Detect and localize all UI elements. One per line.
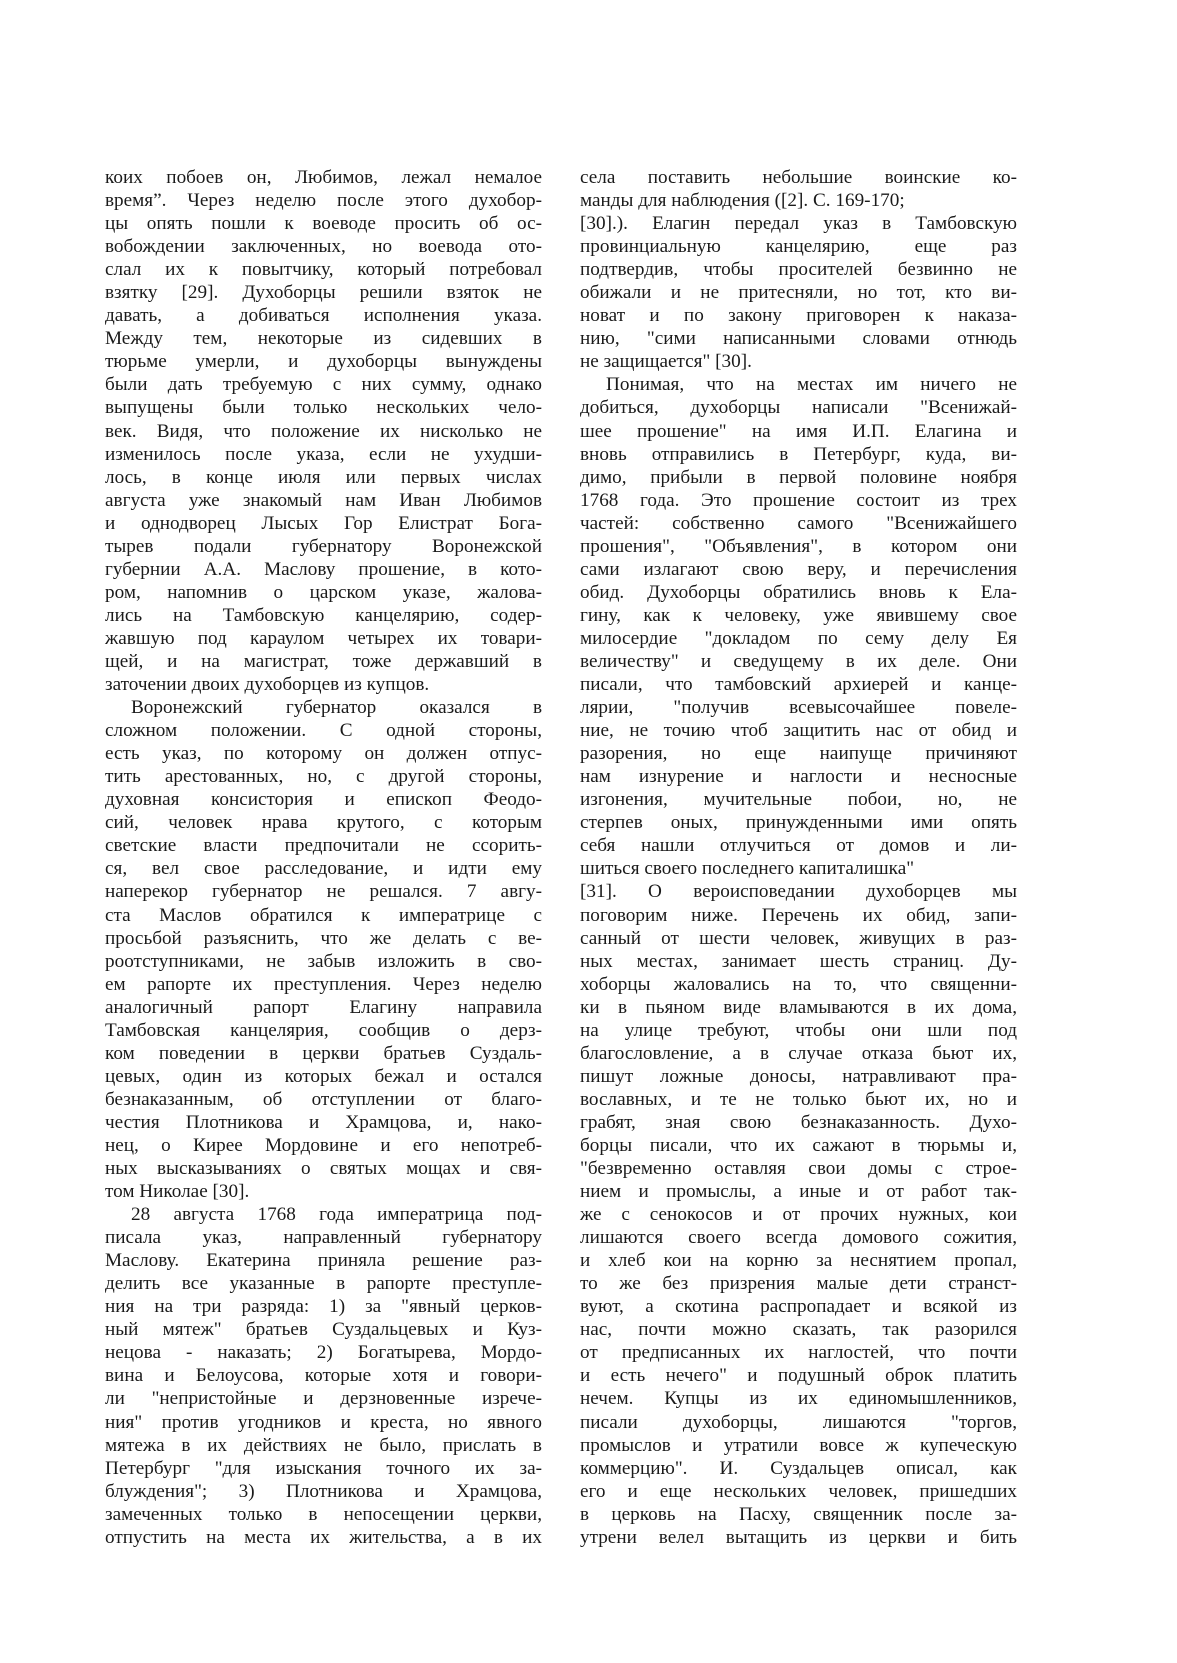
text-line: том Николае [30]. xyxy=(105,1181,250,1203)
text-line: ние, не точию чтоб защитить нас от обид и xyxy=(580,720,1017,742)
text-line: нецова - наказать; 2) Богатырева, Мордо- xyxy=(105,1342,542,1364)
text-line: милосердие "докладом по сему делу Ея xyxy=(580,627,1017,649)
text-line: добиться, духоборцы написали "Всенижай- xyxy=(580,397,1017,419)
text-line: [31]. О вероисповедании духоборцев мы xyxy=(580,881,1017,903)
text-line: писала указ, направленный губернатору xyxy=(105,1227,542,1249)
text-line: щей, и на магистрат, тоже державший в xyxy=(105,650,542,672)
text-line: пишут ложные доносы, натравливают пра- xyxy=(580,1065,1017,1087)
text-line: частей: собственно самого "Всенижайшего xyxy=(580,512,1017,534)
text-line: 1768 года. Это прошение состоит из трех xyxy=(580,489,1017,511)
text-line: промыслов и утратили вовсе ж купеческую xyxy=(580,1434,1017,1456)
text-line: нием и промыслы, а иные и от работ так- xyxy=(580,1181,1017,1203)
text-line: сложном положении. С одной стороны, xyxy=(105,720,542,742)
text-line: подтвердив, чтобы просителей безвинно не xyxy=(580,259,1017,281)
text-line: заточении двоих духоборцев из купцов. xyxy=(105,674,430,696)
text-line: ния на три разряда: 1) за "явный церков- xyxy=(105,1296,542,1318)
text-line: на улице требуют, чтобы они шли под xyxy=(580,1019,1017,1041)
text-line: благословление, а в случае отказа бьют их, xyxy=(580,1042,1017,1064)
text-line: и однодворец Лысых Гор Елистрат Бога- xyxy=(105,512,542,534)
text-line: провинциальную канцелярию, еще раз xyxy=(580,236,1017,258)
text-line: грабят, зная свою безнаказанность. Духо- xyxy=(580,1111,1017,1133)
text-line: губернии А.А. Маслову прошение, в кото- xyxy=(105,558,542,580)
text-line: ных местах, занимает шесть страниц. Ду- xyxy=(580,950,1017,972)
text-line: век. Видя, что положение их нисколько не xyxy=(105,420,542,442)
text-line: борцы писали, что их сажают в тюрьмы и, xyxy=(580,1134,1017,1156)
text-line: вновь отправились в Петербург, куда, ви- xyxy=(580,443,1017,465)
text-line: в церковь на Пасху, священник после за- xyxy=(580,1503,1017,1525)
text-line: ки в пьяном виде вламываются в их дома, xyxy=(580,996,1017,1018)
text-line: давать, а добиваться исполнения указа. xyxy=(105,305,542,327)
text-line: себя нашли отлучиться от домов и ли- xyxy=(580,835,1017,857)
text-line: лись на Тамбовскую канцелярию, содер- xyxy=(105,604,542,626)
text-line: замеченных только в непосещении церкви, xyxy=(105,1503,542,1525)
text-column-right xyxy=(580,166,1017,1549)
text-line: то же без призрения малые дети странст- xyxy=(580,1273,1017,1295)
text-line: Петербург "для изыскания точного их за- xyxy=(105,1457,542,1479)
text-line: светские власти предпочитали не ссорить- xyxy=(105,835,542,857)
text-line: поговорим ниже. Перечень их обид, запи- xyxy=(580,904,1017,926)
text-line: нечем. Купцы из их единомышленников, xyxy=(580,1388,1017,1410)
text-line: время”. Через неделю после этого духобор- xyxy=(105,190,542,212)
text-line: наперекор губернатор не решался. 7 авгу- xyxy=(105,881,542,903)
text-line: Воронежский губернатор оказался в xyxy=(131,697,542,719)
text-line: 28 августа 1768 года императрица под- xyxy=(131,1204,542,1226)
text-line: величеству" и сведущему в их деле. Они xyxy=(580,650,1017,672)
text-line: изменилось после указа, если не ухудши- xyxy=(105,443,542,465)
text-line: писали духоборцы, лишаются "торгов, xyxy=(580,1411,1017,1433)
text-line: Между тем, некоторые из сидевших в xyxy=(105,328,542,350)
text-line: лишаются своего всегда домового сожития, xyxy=(580,1227,1017,1249)
text-line: мятежа в их действиях не было, прислать в xyxy=(105,1434,542,1456)
text-line: села поставить небольшие воинские ко- xyxy=(580,167,1017,188)
text-line: коммерцию". И. Суздальцев описал, как xyxy=(580,1457,1017,1479)
text-line: ный мятеж" братьев Суздальцевых и Куз- xyxy=(105,1319,542,1341)
text-line: его и еще нескольких человек, пришедших xyxy=(580,1480,1017,1502)
text-line: блуждения"; 3) Плотникова и Храмцова, xyxy=(105,1480,542,1502)
text-line: разорения, но еще наипуще причиняют xyxy=(580,743,1017,765)
text-line: вобождении заключенных, но воевода ото- xyxy=(105,236,542,258)
text-line: новат и по закону приговорен к наказа- xyxy=(580,305,1017,327)
text-line: [30].). Елагин передал указ в Тамбовскую xyxy=(580,213,1017,235)
text-line: цы опять пошли к воеводе просить об ос- xyxy=(105,213,542,235)
text-line: гину, как к человеку, уже явившему свое xyxy=(580,604,1017,626)
text-line: хоборцы жаловались на то, что священни- xyxy=(580,973,1017,995)
text-line: тырев подали губернатору Воронежской xyxy=(105,535,542,557)
text-line: прошения", "Объявления", в котором они xyxy=(580,535,1017,557)
text-line: выпущены были только нескольких чело- xyxy=(105,397,542,419)
text-line: слал их к повытчику, который потребовал xyxy=(105,259,542,281)
text-line: и хлеб кои на корню за неснятием пропал, xyxy=(580,1250,1017,1272)
text-line: писали, что тамбовский архиерей и канце- xyxy=(580,674,1017,696)
text-line: "безвременно оставляя свои домы с строе- xyxy=(580,1158,1017,1180)
text-line: ем рапорте их преступления. Через неделю xyxy=(105,973,542,995)
text-line: тить арестованных, но, с другой стороны, xyxy=(105,766,542,788)
text-line: тюрьме умерли, и духоборцы вынуждены xyxy=(105,351,542,373)
text-line: аналогичный рапорт Елагину направила xyxy=(105,996,542,1018)
text-line: были дать требуемую с них сумму, однако xyxy=(105,374,542,396)
text-line: ком поведении в церкви братьев Суздаль- xyxy=(105,1042,542,1064)
text-line: и есть нечего" и подушный оброк платить xyxy=(580,1365,1017,1387)
text-line: нец, о Кирее Мордовине и его непотреб- xyxy=(105,1134,542,1156)
text-line: вуют, а скотина распропадает и всякой из xyxy=(580,1296,1017,1318)
text-line: просьбой разъяснить, что же делать с ве- xyxy=(105,927,542,949)
text-line: шее прошение" на имя И.П. Елагина и xyxy=(580,420,1017,442)
text-line: димо, прибыли в первой половине ноября xyxy=(580,466,1017,488)
text-line: шиться своего последнего капиталишка" xyxy=(580,858,915,880)
text-line: обид. Духоборцы обратились вновь к Ела- xyxy=(580,581,1017,603)
text-line: от предписанных их наглостей, что почти xyxy=(580,1342,1017,1364)
text-line: манды для наблюдения ([2]. С. 169-170; xyxy=(580,190,905,212)
text-line: августа уже знакомый нам Иван Любимов xyxy=(105,489,542,511)
text-line: не защищается" [30]. xyxy=(580,351,752,373)
text-line: санный от шести человек, живущих в раз- xyxy=(580,927,1017,949)
text-line: ных высказываниях о святых мощах и свя- xyxy=(105,1158,542,1180)
text-line: жавшую под караулом четырех их товари- xyxy=(105,627,542,649)
text-line: лярии, "получив всевысочайшее повеле- xyxy=(580,697,1017,719)
text-line: изгонения, мучительные побои, но, не xyxy=(580,789,1017,811)
text-line: роотступниками, не забыв изложить в сво- xyxy=(105,950,542,972)
text-line: нию, "сими написанными словами отнюдь xyxy=(580,328,1017,350)
text-line: вина и Белоусова, которые хотя и говори- xyxy=(105,1365,542,1387)
text-line: Тамбовская канцелярия, сообщив о дерз- xyxy=(105,1019,542,1041)
text-line: есть указ, по которому он должен отпус- xyxy=(105,743,542,765)
text-line: же с сенокосов и от прочих нужных, кои xyxy=(580,1204,1017,1226)
text-line: духовная консистория и епископ Феодо- xyxy=(105,789,542,811)
text-line: ся, вел свое расследование, и идти ему xyxy=(105,858,542,880)
text-line: ния" против угодников и креста, но явного xyxy=(105,1411,542,1433)
text-line: сий, человек нрава крутого, с которым xyxy=(105,812,542,834)
text-line: взятку [29]. Духоборцы решили взяток не xyxy=(105,282,542,304)
text-column-left xyxy=(105,166,542,1549)
text-line: нас, почти можно сказать, так разорился xyxy=(580,1319,1017,1341)
text-line: безнаказанным, об отступлении от благо- xyxy=(105,1088,542,1110)
text-line: вославных, и те не только бьют их, но и xyxy=(580,1088,1017,1110)
text-line: обижали и не притесняли, но тот, кто ви- xyxy=(580,282,1017,304)
text-line: утрени велел вытащить из церкви и бить xyxy=(580,1526,1017,1548)
text-line: нам изнурение и наглости и несносные xyxy=(580,766,1017,788)
text-line: Понимая, что на местах им ничего не xyxy=(606,374,1017,396)
text-line: ром, напомнив о царском указе, жалова- xyxy=(105,581,542,603)
text-line: делить все указанные в рапорте преступле- xyxy=(105,1273,542,1295)
text-line: ли "непристойные и дерзновенные изрече- xyxy=(105,1388,542,1410)
text-line: сами излагают свою веру, и перечисления xyxy=(580,558,1017,580)
text-line: ста Маслов обратился к императрице с xyxy=(105,904,542,926)
text-line: лось, в конце июля или первых числах xyxy=(105,466,542,488)
text-line: цевых, один из которых бежал и остался xyxy=(105,1065,542,1087)
text-line: Маслову. Екатерина приняла решение раз- xyxy=(105,1250,542,1272)
text-line: коих побоев он, Любимов, лежал немалое xyxy=(105,167,542,188)
text-line: стерпев оных, принужденными ими опять xyxy=(580,812,1017,834)
text-line: отпустить на места их жительства, а в их xyxy=(105,1526,542,1548)
text-line: честия Плотникова и Храмцова, и, нако- xyxy=(105,1111,542,1133)
